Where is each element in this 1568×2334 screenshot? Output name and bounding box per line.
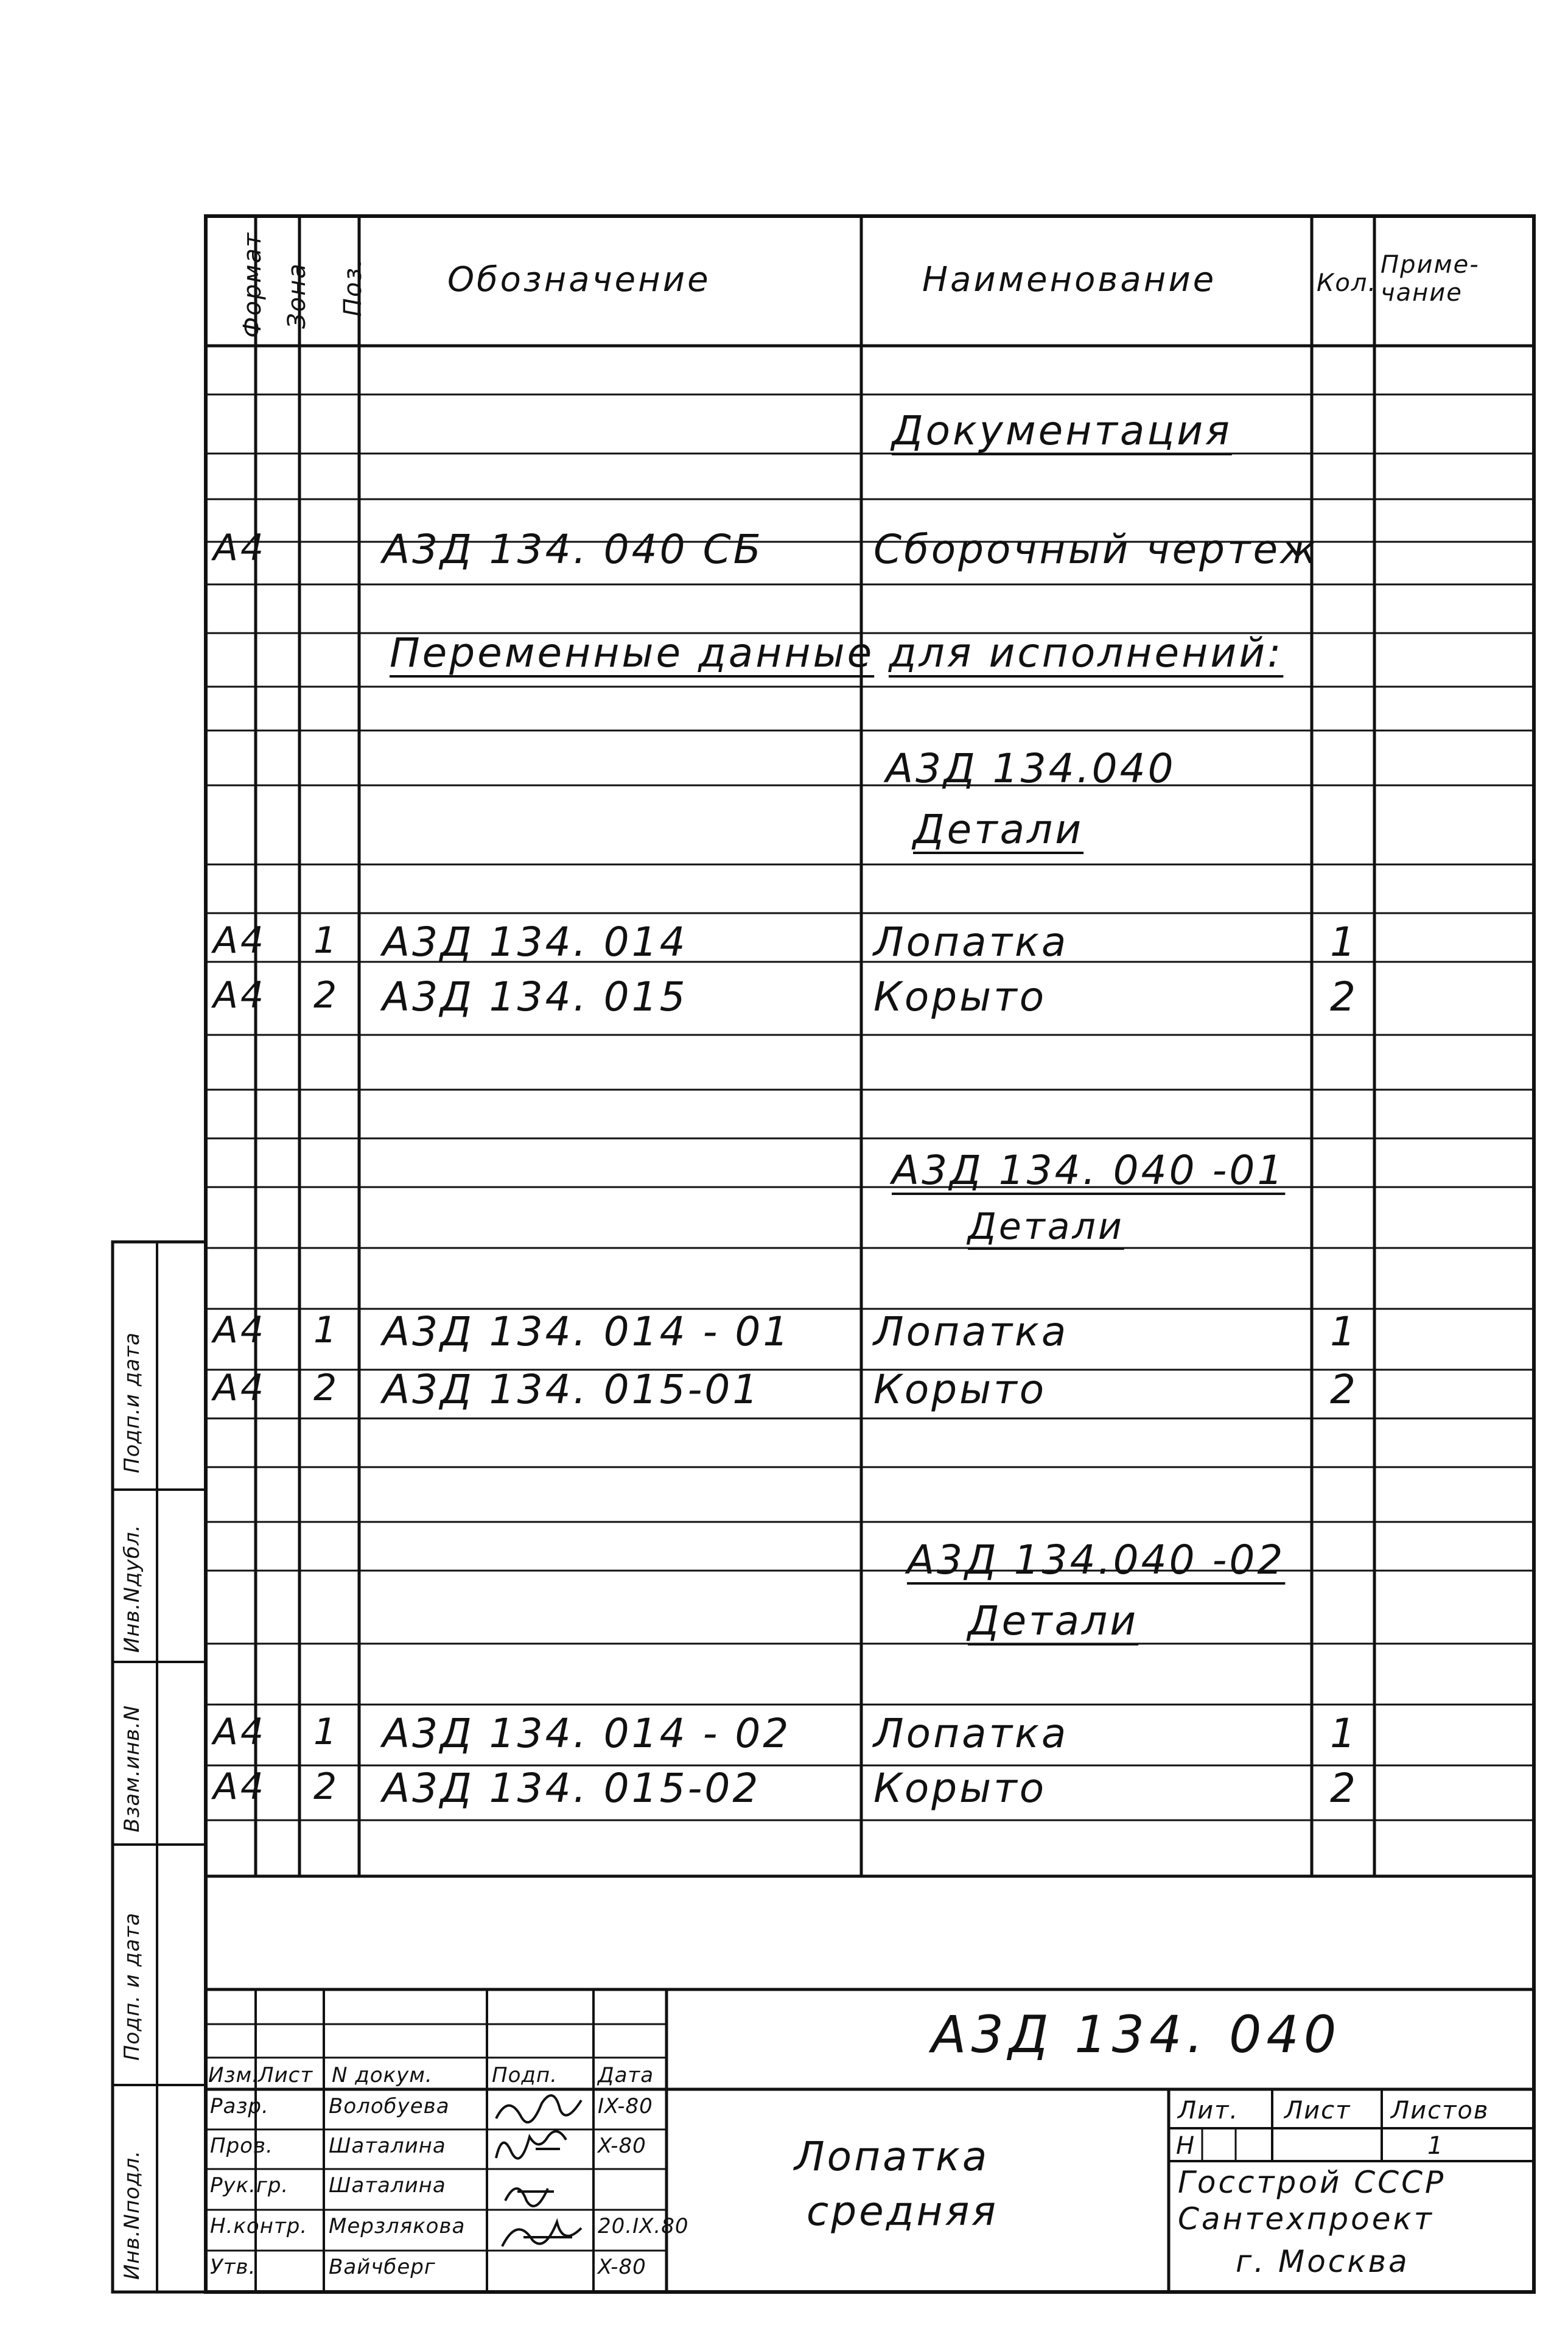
variant-1-title: А3Д 134.040 (886, 745, 1176, 792)
variant-1-details: Детали (913, 806, 1084, 853)
row-designation: А3Д 134. 040 СБ (382, 526, 763, 573)
lit-label: Лит. (1178, 2097, 1239, 2125)
signature-2 (496, 2131, 566, 2158)
row-designation: А3Д 134. 014 - 01 (382, 1308, 791, 1355)
row-name: Лопатка (873, 919, 1069, 965)
row-pos: 2 (313, 974, 340, 1017)
row-format: А4 (213, 1367, 267, 1409)
row-name: Корыто (873, 973, 1047, 1020)
row-name: Сборочный чертеж (873, 526, 1319, 573)
header-format: Формат (239, 231, 267, 338)
section-variable-data-right: для исполнений: (889, 629, 1284, 676)
row-format: А4 (213, 1309, 267, 1351)
role-person: Шаталина (329, 2134, 446, 2158)
row-name: Корыто (873, 1765, 1047, 1812)
role-date: X-80 (598, 2134, 646, 2158)
side-stamp-inv-dubl: Инв.Nдубл. (120, 1524, 144, 1653)
role-person: Волобуева (329, 2094, 450, 2118)
row-qty: 2 (1330, 973, 1358, 1020)
variant-2-title: А3Д 134. 040 -01 (892, 1147, 1286, 1194)
doc-code: А3Д 134. 040 (931, 2005, 1342, 2064)
col-header-list: Лист (258, 2063, 313, 2087)
role-date: IX-80 (598, 2094, 653, 2118)
role-person: Шаталина (329, 2173, 446, 2198)
org-line-2: Сантехпроект (1178, 2201, 1434, 2237)
signature-4 (502, 2222, 581, 2246)
row-qty: 2 (1330, 1366, 1358, 1413)
side-stamp-podp-data-1: Подп. и дата (120, 1912, 144, 2061)
role-label: Разр. (210, 2094, 269, 2118)
lit-value: Н (1176, 2132, 1196, 2160)
title-line-1: Лопатка (794, 2133, 990, 2180)
row-pos: 1 (313, 919, 340, 962)
header-note: Приме- чание (1381, 251, 1480, 307)
signature-1 (496, 2095, 581, 2122)
sheets-value: 1 (1427, 2132, 1444, 2160)
role-date: X-80 (598, 2255, 646, 2279)
row-name: Лопатка (873, 1710, 1069, 1757)
role-person: Вайчберг (329, 2255, 436, 2279)
row-designation: А3Д 134. 015-01 (382, 1366, 761, 1413)
side-stamp-inv-podl: Инв.Nподл. (120, 2150, 144, 2280)
row-designation: А3Д 134. 014 (382, 919, 688, 965)
section-documentation: Документация (892, 407, 1232, 454)
sheet-label: Лист (1284, 2097, 1351, 2125)
role-person: Мерзлякова (329, 2214, 466, 2238)
row-qty: 1 (1330, 1308, 1358, 1355)
row-format: А4 (213, 974, 267, 1017)
header-designation: Обозначение (447, 260, 711, 300)
col-header-izm: Изм. (208, 2063, 259, 2087)
signature-3 (505, 2189, 554, 2206)
sheets-label: Листов (1391, 2097, 1489, 2125)
variant-3-details: Детали (968, 1597, 1139, 1644)
role-label: Рук.гр. (210, 2173, 289, 2198)
side-stamp-vzam-inv: Взам.инв.N (120, 1705, 144, 1832)
header-name: Наименование (922, 260, 1217, 300)
row-qty: 2 (1330, 1765, 1358, 1812)
role-label: Пров. (210, 2134, 273, 2158)
row-pos: 2 (313, 1367, 340, 1409)
header-qty: Кол. (1317, 269, 1377, 297)
header-zone: Зона (283, 262, 311, 329)
col-header-ndokum: N докум. (332, 2063, 433, 2087)
row-pos: 1 (313, 1711, 340, 1753)
row-qty: 1 (1330, 1710, 1358, 1757)
row-format: А4 (213, 1711, 267, 1753)
row-format: А4 (213, 919, 267, 962)
row-qty: 1 (1330, 919, 1358, 965)
variant-3-title: А3Д 134.040 -02 (907, 1537, 1286, 1583)
role-label: Утв. (210, 2255, 256, 2279)
row-designation: А3Д 134. 015-02 (382, 1765, 761, 1812)
variant-2-details: Детали (968, 1205, 1124, 1248)
row-pos: 2 (313, 1765, 340, 1808)
row-name: Лопатка (873, 1308, 1069, 1355)
header-pos: Поз. (339, 258, 367, 317)
side-stamp-podp-data-2: Подп.и дата (120, 1332, 144, 1473)
title-line-2: средняя (807, 2188, 998, 2235)
org-line-1: Госстрой СССР (1178, 2165, 1446, 2200)
role-date: 20.IX.80 (598, 2214, 689, 2238)
row-pos: 1 (313, 1309, 340, 1351)
row-designation: А3Д 134. 015 (382, 973, 688, 1020)
org-line-3: г. Москва (1236, 2244, 1410, 2279)
col-header-podp: Подп. (492, 2063, 558, 2087)
row-designation: А3Д 134. 014 - 02 (382, 1710, 791, 1757)
role-label: Н.контр. (210, 2214, 308, 2238)
col-header-data: Дата (598, 2063, 654, 2087)
row-name: Корыто (873, 1366, 1047, 1413)
section-variable-data-left: Переменные данные (390, 629, 875, 676)
row-format: А4 (213, 1765, 267, 1808)
row-format: А4 (213, 527, 267, 569)
